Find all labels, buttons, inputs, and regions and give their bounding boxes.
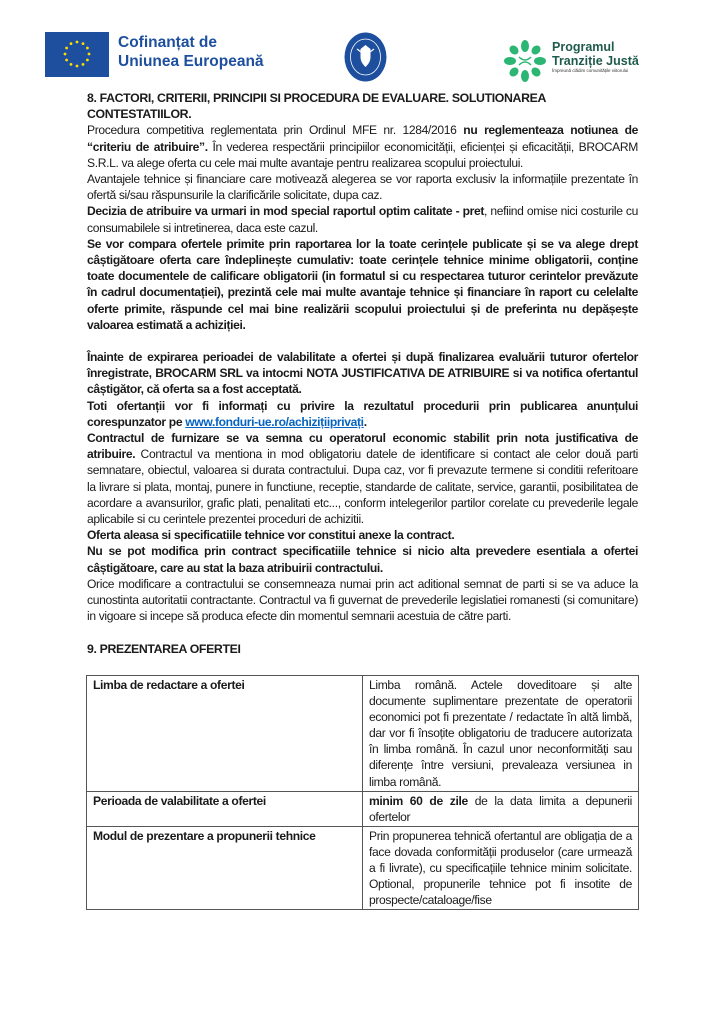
spacer [87, 625, 638, 641]
text-span: Procedura competitiva reglementata prin Ordinul MFE nr. 1284/2016 [87, 123, 464, 138]
eu-label-line2: Uniunea Europeană [118, 53, 264, 70]
paragraph-contract [87, 430, 638, 527]
text-span: . [363, 414, 367, 429]
text-span: , nefiind omise nici costurile cu consumabilele si intretinerea, daca este cazul. [87, 204, 638, 235]
text-span: Contractul va mentiona in mod obligatoriu datele de identificare si contact ale celor două parti semnatare, obiectul, valoarea si durata contractului. Dupa caz, vor fi prevazute termene si conditii referitoare la livrare si plata, montaj, punere in functiune, receptie, standarde de calitate, service, garantii, posibilitatea de acordare a avansurilor, grafic plati, penalitati etc..., conform intelegerilor partilor corelate cu prevederile legale aplicabile si cu cerintele prezentei proceduri de achizitii. [87, 447, 638, 527]
paragraph-comparison: Se vor compara ofertele primite prin raportarea lor la toate cerințele publicate și se va alege drept câștigătoare oferta care îndeplinește cumulativ: toate cerințele tehnice minime obligatorii, conține toate documentele de calificare obligatorii (in formatul si cu respectarea tuturor cerintelor prevăzute în cadrul documentației), prezintă cele mai multe avantaje tehnice și financiare în raport cu celelalte oferte primite, răspunde cel mai bine realizării scopului proiectului și de preferinta nu depășește valoarea estimată a achiziției. [87, 236, 638, 332]
paragraph-decision [87, 203, 638, 235]
text-span: În vederea respectării principiilor economicității, eficienței și eficacității, BROCARM S.R.L. va alege oferta cu cele mai multe avantaje pentru realizarea scopului proiectului. [87, 139, 638, 170]
bold-text-span: Contractul de furnizare se va semna cu operatorul economic stabilit prin nota justificativa de atribuire. [87, 431, 638, 462]
fonduri-ue-link[interactable]: www.fonduri-ue.ro/achizițiiprivați [185, 414, 364, 429]
table-row [87, 791, 639, 826]
paragraph-notification [87, 398, 638, 430]
ptj-label-line1: Programul [552, 40, 615, 54]
paragraph-no-modification: Nu se pot modifica prin contract specificatiile tehnice si nicio alta prevedere esentiala a ofertei câștigătoare, care au stat la baza atribuirii contractului. [87, 544, 638, 575]
eu-label-line1: Cofinanțat de [118, 34, 218, 51]
romanian-government-emblem-icon [343, 31, 388, 83]
row-label: Limba de redactare a ofertei [87, 676, 363, 792]
spacer [87, 333, 638, 349]
eu-cofinancing-label [118, 33, 264, 71]
document-body [87, 90, 638, 657]
paragraph-annexes: Oferta aleasa si specificatiile tehnice vor constitui anexe la contract. [87, 528, 455, 543]
ptj-label-line2: Tranziție Justă [552, 54, 639, 68]
bold-text-span: Decizia de atribuire va urmari in mod special raportul optim calitate - pret [87, 204, 485, 219]
ptj-program-label [552, 40, 639, 74]
row-value: Prin propunerea tehnică ofertantul are obligația de a face dovada conformității produselor (care urmează a fi livrate), cu specificațiile tehnice minim solicitate. Optional, propunerile tehnice pot fi insotite de prospecte/cataloage/fise [363, 826, 639, 909]
bold-text-span: minim 60 de zile [369, 793, 468, 808]
row-label: Perioada de valabilitate a ofertei [87, 791, 363, 826]
paragraph-advantages: Avantajele tehnice și financiare care motivează alegerea se vor raporta exclusiv la informațiile prezentate în ofertă si/sau răspunsurile la clarificările solicitate, dupa caz. [87, 172, 638, 203]
row-label: Modul de prezentare a propunerii tehnice [87, 826, 363, 909]
offer-presentation-table [86, 675, 639, 910]
row-value: Limba română. Actele doveditoare și alte documente suplimentare prezentate de operatorii economici pot fi prezentate / redactate în altă limbă, dar vor fi însoțite obligatoriu de traducere autorizata în limba română. În cazul unor neconformități sau diferențe între versiuni, prevaleaza versiunea in limba română. [363, 676, 639, 792]
ptj-tagline: Împreună clădim comunitățile viitorului [552, 68, 629, 73]
text-span: Toti ofertanții vor fi informați cu privire la rezultatul procedurii prin publicarea anunțului corespunzator pe [87, 398, 638, 429]
text-span: de la data limita a depunerii ofertelor [369, 793, 632, 824]
bold-text-span: nu reglementeaza notiunea de “criteriu de atribuire”. [87, 123, 638, 154]
section-9-title: 9. PREZENTAREA OFERTEI [87, 641, 241, 656]
table-row [87, 676, 639, 792]
table-row [87, 826, 639, 909]
page-header [0, 28, 724, 86]
paragraph-procedure [87, 122, 638, 171]
row-value [363, 791, 639, 826]
paragraph-award-note: Înainte de expirarea perioadei de valabilitate a ofertei și după finalizarea evaluării tuturor ofertelor înregistrate, BROCARM SRL va intocmi NOTA JUSTIFICATIVA DE ATRIBUIRE si va notifica ofertantul câștigător, că oferta sa a fost acceptată. [87, 350, 638, 397]
section-8-title: 8. FACTORI, CRITERII, PRINCIPII SI PROCEDURA DE EVALUARE. SOLUTIONAREA CONTESTATIILOR. [87, 91, 546, 122]
paragraph-amendments: Orice modificare a contractului se consemneaza numai prin act aditional semnat de parti si se va aduce la cunostinta autoritatii contractante. Contractul va fi guvernat de prevederile legislatiei romanesti (si comunitare) in vigoare si incepe să produca efecte din momentul semnarii acestuia de către parti. [87, 576, 638, 624]
eu-flag-icon [45, 32, 109, 77]
ptj-flower-icon [502, 38, 548, 84]
